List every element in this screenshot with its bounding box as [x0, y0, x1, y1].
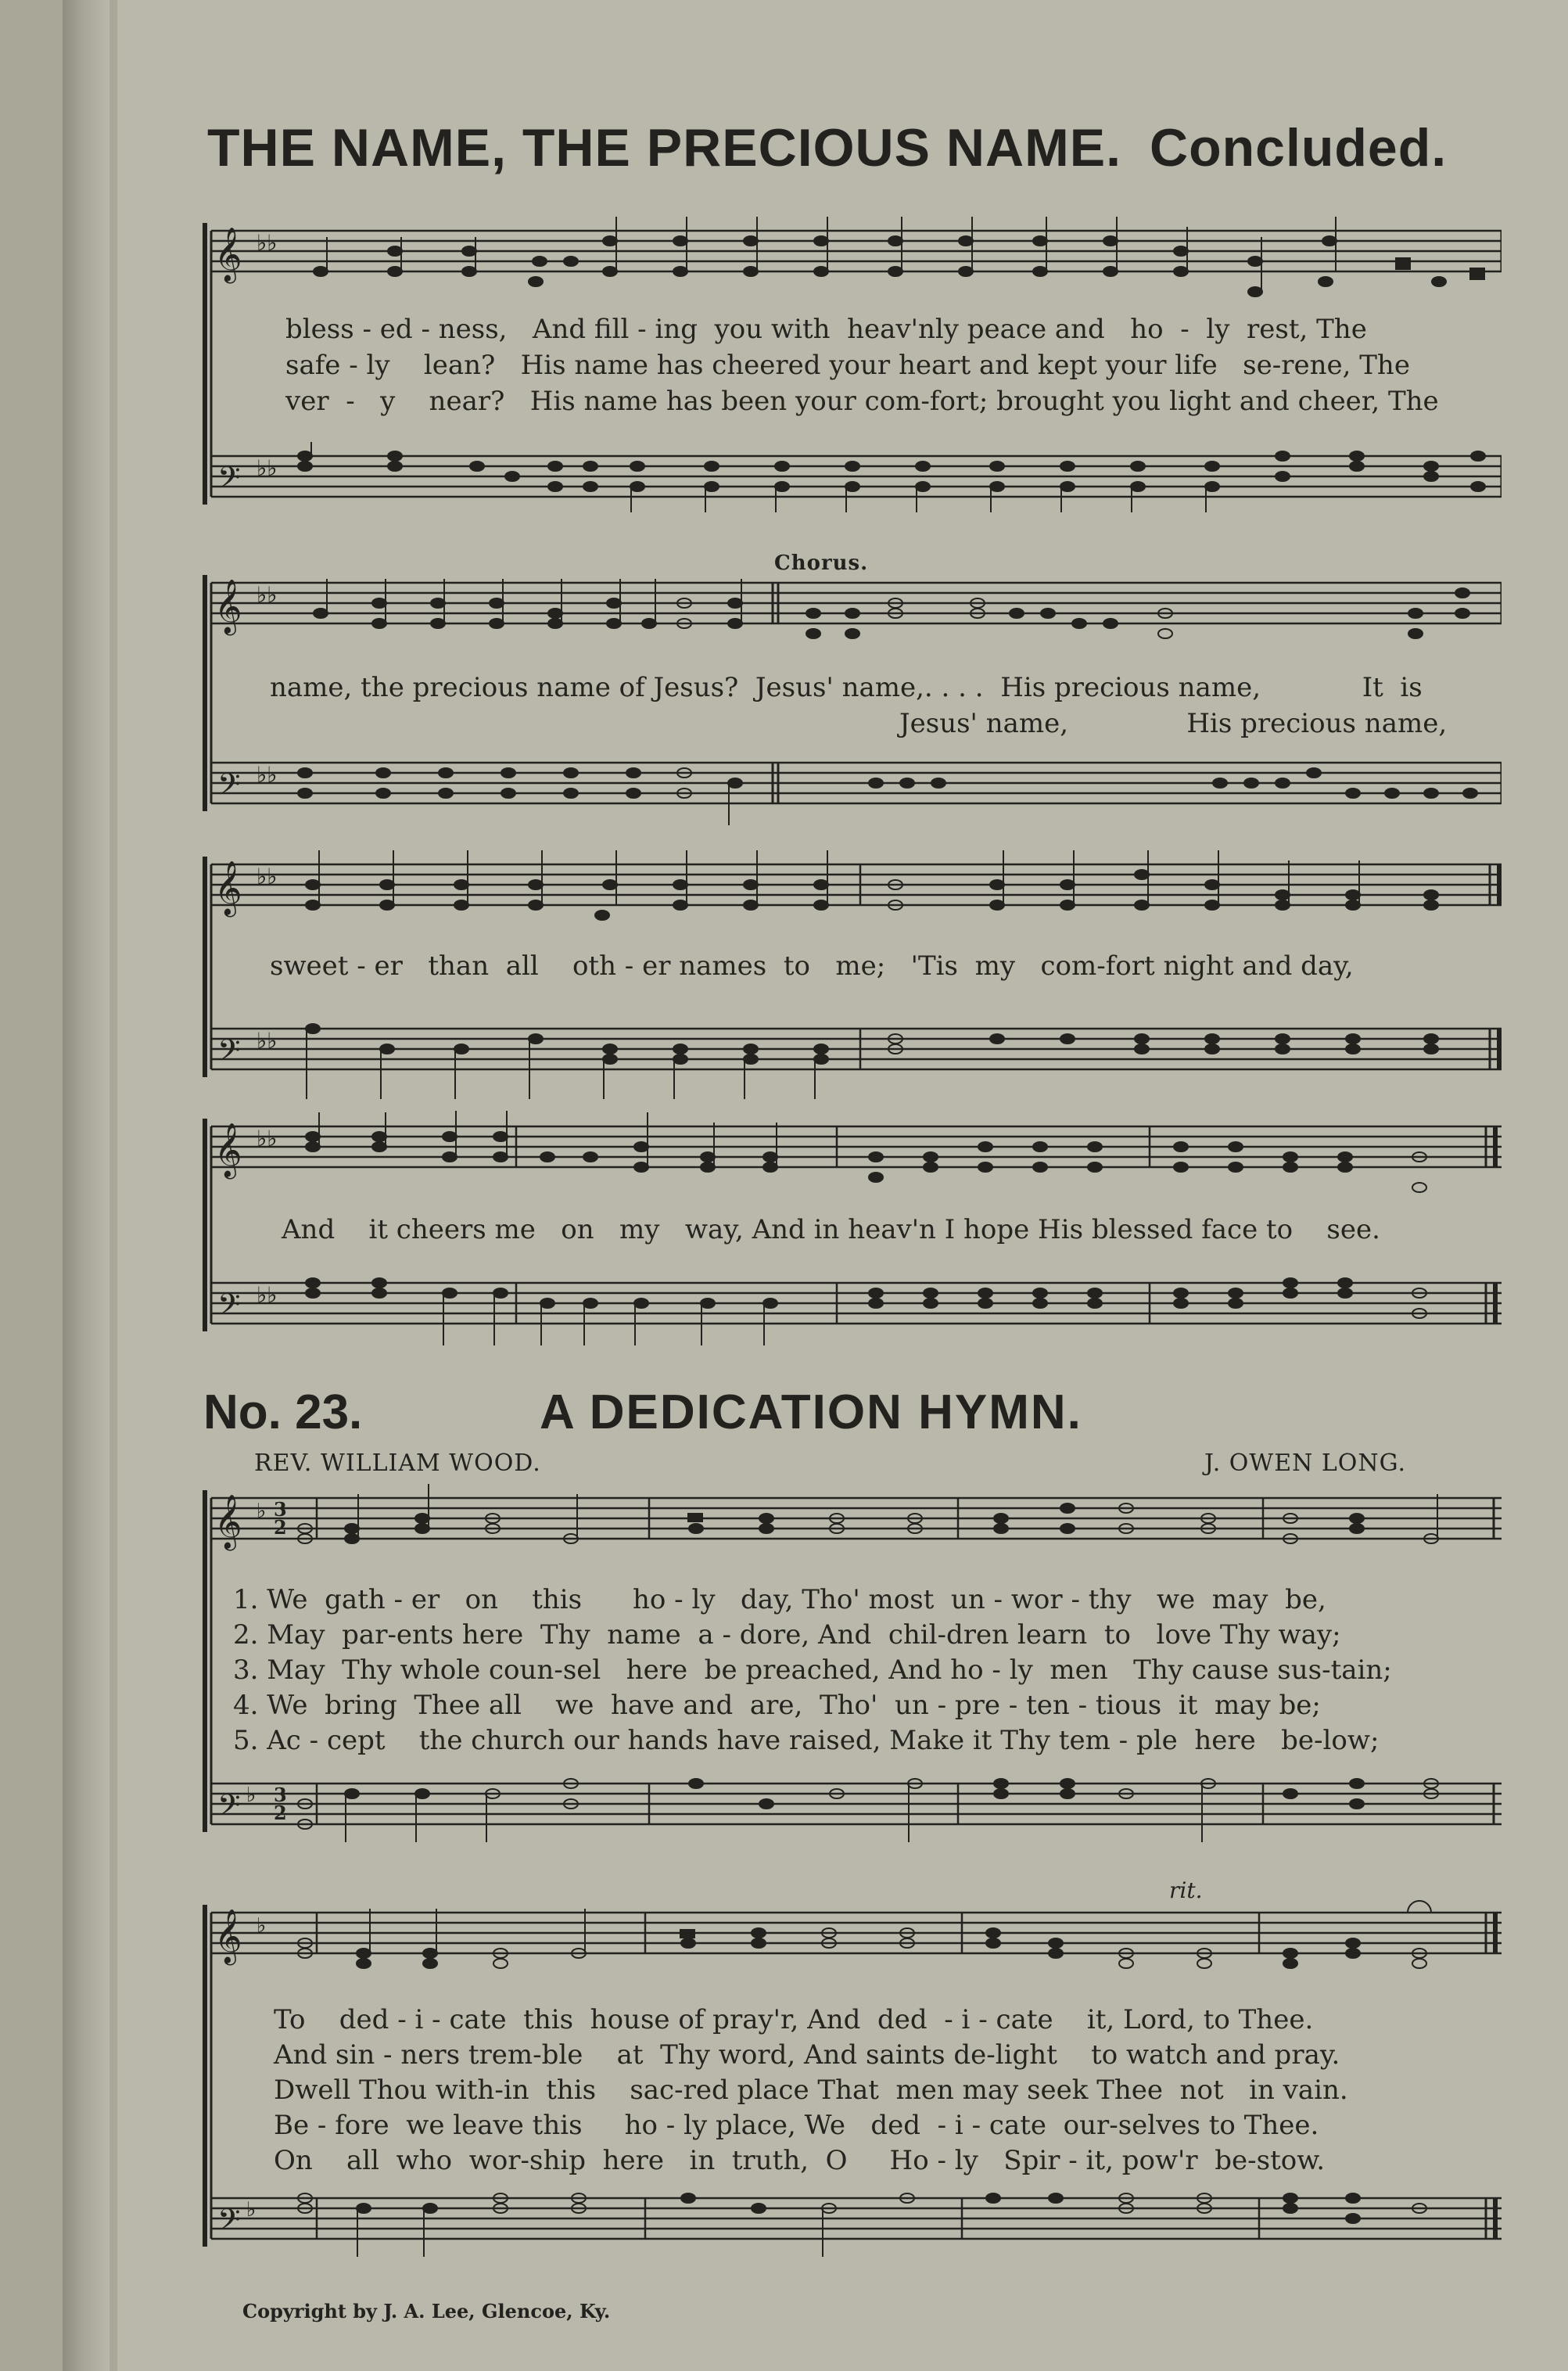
lyric-line: Dwell Thou with-in this sac-red place That men may seek Thee not in vain. [274, 2075, 1348, 2106]
svg-text:♭♭: ♭♭ [257, 864, 278, 889]
lyric-line: name, the precious name of Jesus? Jesus' name,. . . . His precious name, It is [270, 672, 1423, 703]
svg-text:𝄞: 𝄞 [214, 860, 242, 915]
lyric-line: Be - fore we leave this ho - ly place, We ded - i - cate our-selves to Thee. [274, 2110, 1319, 2141]
lyric-line: ver - y near? His name has been your com-fort; brought you light and cheer, The [285, 386, 1439, 417]
svg-text:♭♭: ♭♭ [257, 455, 278, 481]
lyric-line: 3. May Thy whole coun-sel here be preached, And ho - ly men Thy cause sus-tain; [233, 1654, 1392, 1686]
hymn-composer: J. OWEN LONG. [1204, 1450, 1407, 1477]
svg-text:𝄞: 𝄞 [214, 1123, 242, 1177]
tempo-marking: rit. [1169, 1877, 1203, 1903]
svg-text:♭♭: ♭♭ [257, 1028, 278, 1054]
music-system-2 [188, 567, 1502, 841]
svg-text:♭♭: ♭♭ [257, 230, 278, 256]
svg-text:♭♭: ♭♭ [257, 582, 278, 608]
svg-text:𝄢: 𝄢 [217, 1787, 241, 1830]
lyric-line: And it cheers me on my way, And in heav'n I hope His blessed face to see. [282, 1214, 1380, 1245]
svg-text:𝄞: 𝄞 [214, 1909, 242, 1963]
lyric-line: bless - ed - ness, And fill - ing you with heav'nly peace and ho - ly rest, The [285, 314, 1367, 345]
svg-text:2: 2 [274, 1516, 287, 1539]
title-text: THE NAME, THE PRECIOUS NAME. [207, 118, 1121, 178]
lyric-line: 2. May par-ents here Thy name a - dore, And chil-dren learn to love Thy way; [233, 1619, 1341, 1651]
lyric-line: safe - ly lean? His name has cheered your heart and kept your life se-rene, The [285, 350, 1410, 381]
svg-text:♭♭: ♭♭ [257, 1282, 278, 1308]
lyric-line: And sin - ners trem-ble at Thy word, And saints de-light to watch and pray. [274, 2039, 1340, 2071]
svg-text:♭: ♭ [257, 1914, 267, 1938]
hymn-number: No. 23. [203, 1385, 363, 1439]
svg-text:3: 3 [274, 1784, 287, 1806]
page-title [207, 117, 1552, 178]
title-suffix: Concluded. [1149, 118, 1448, 178]
svg-text:♭♭: ♭♭ [257, 1126, 278, 1151]
gutter-shadow [63, 0, 109, 2371]
chorus-label: Chorus. [774, 551, 869, 575]
svg-text:𝄞: 𝄞 [214, 227, 242, 282]
svg-text:♭: ♭ [246, 1784, 257, 1807]
lyric-line: 4. We bring Thee all we have and are, Tho' un - pre - ten - tious it may be; [233, 1690, 1321, 1721]
lyric-line: sweet - er than all oth - er names to me; 'Tis my com-fort night and day, [270, 950, 1354, 982]
svg-text:♭: ♭ [246, 2198, 257, 2222]
hymn-author: REV. WILLIAM WOOD. [254, 1450, 541, 1477]
svg-text:2: 2 [274, 1802, 287, 1824]
hymn-title: A DEDICATION HYMN. [540, 1385, 1082, 1439]
svg-text:♭: ♭ [257, 1500, 267, 1523]
svg-text:𝄢: 𝄢 [217, 1287, 241, 1329]
svg-text:𝄞: 𝄞 [214, 1494, 242, 1549]
lyric-line: 1. We gath - er on this ho - ly day, Tho' most un - wor - thy we may be, [233, 1584, 1326, 1615]
lyric-line: 5. Ac - cept the church our hands have raised, Make it Thy tem - ple here be-low; [233, 1725, 1380, 1756]
lyric-line: Jesus' name, His precious name, [899, 708, 1448, 739]
copyright-notice: Copyright by J. A. Lee, Glencoe, Ky. [242, 2300, 611, 2323]
svg-text:𝄢: 𝄢 [217, 1033, 241, 1075]
svg-text:𝄞: 𝄞 [214, 579, 242, 634]
lyric-line: To ded - i - cate this house of pray'r, And ded - i - cate it, Lord, to Thee. [274, 2004, 1314, 2035]
svg-text:3: 3 [274, 1498, 287, 1521]
lyric-line: On all who wor-ship here in truth, O Ho - ly Spir - it, pow'r be-stow. [274, 2145, 1326, 2176]
svg-text:♭♭: ♭♭ [257, 762, 278, 788]
svg-text:𝄢: 𝄢 [217, 2202, 241, 2244]
svg-text:𝄢: 𝄢 [217, 767, 241, 809]
svg-text:𝄢: 𝄢 [217, 460, 241, 502]
